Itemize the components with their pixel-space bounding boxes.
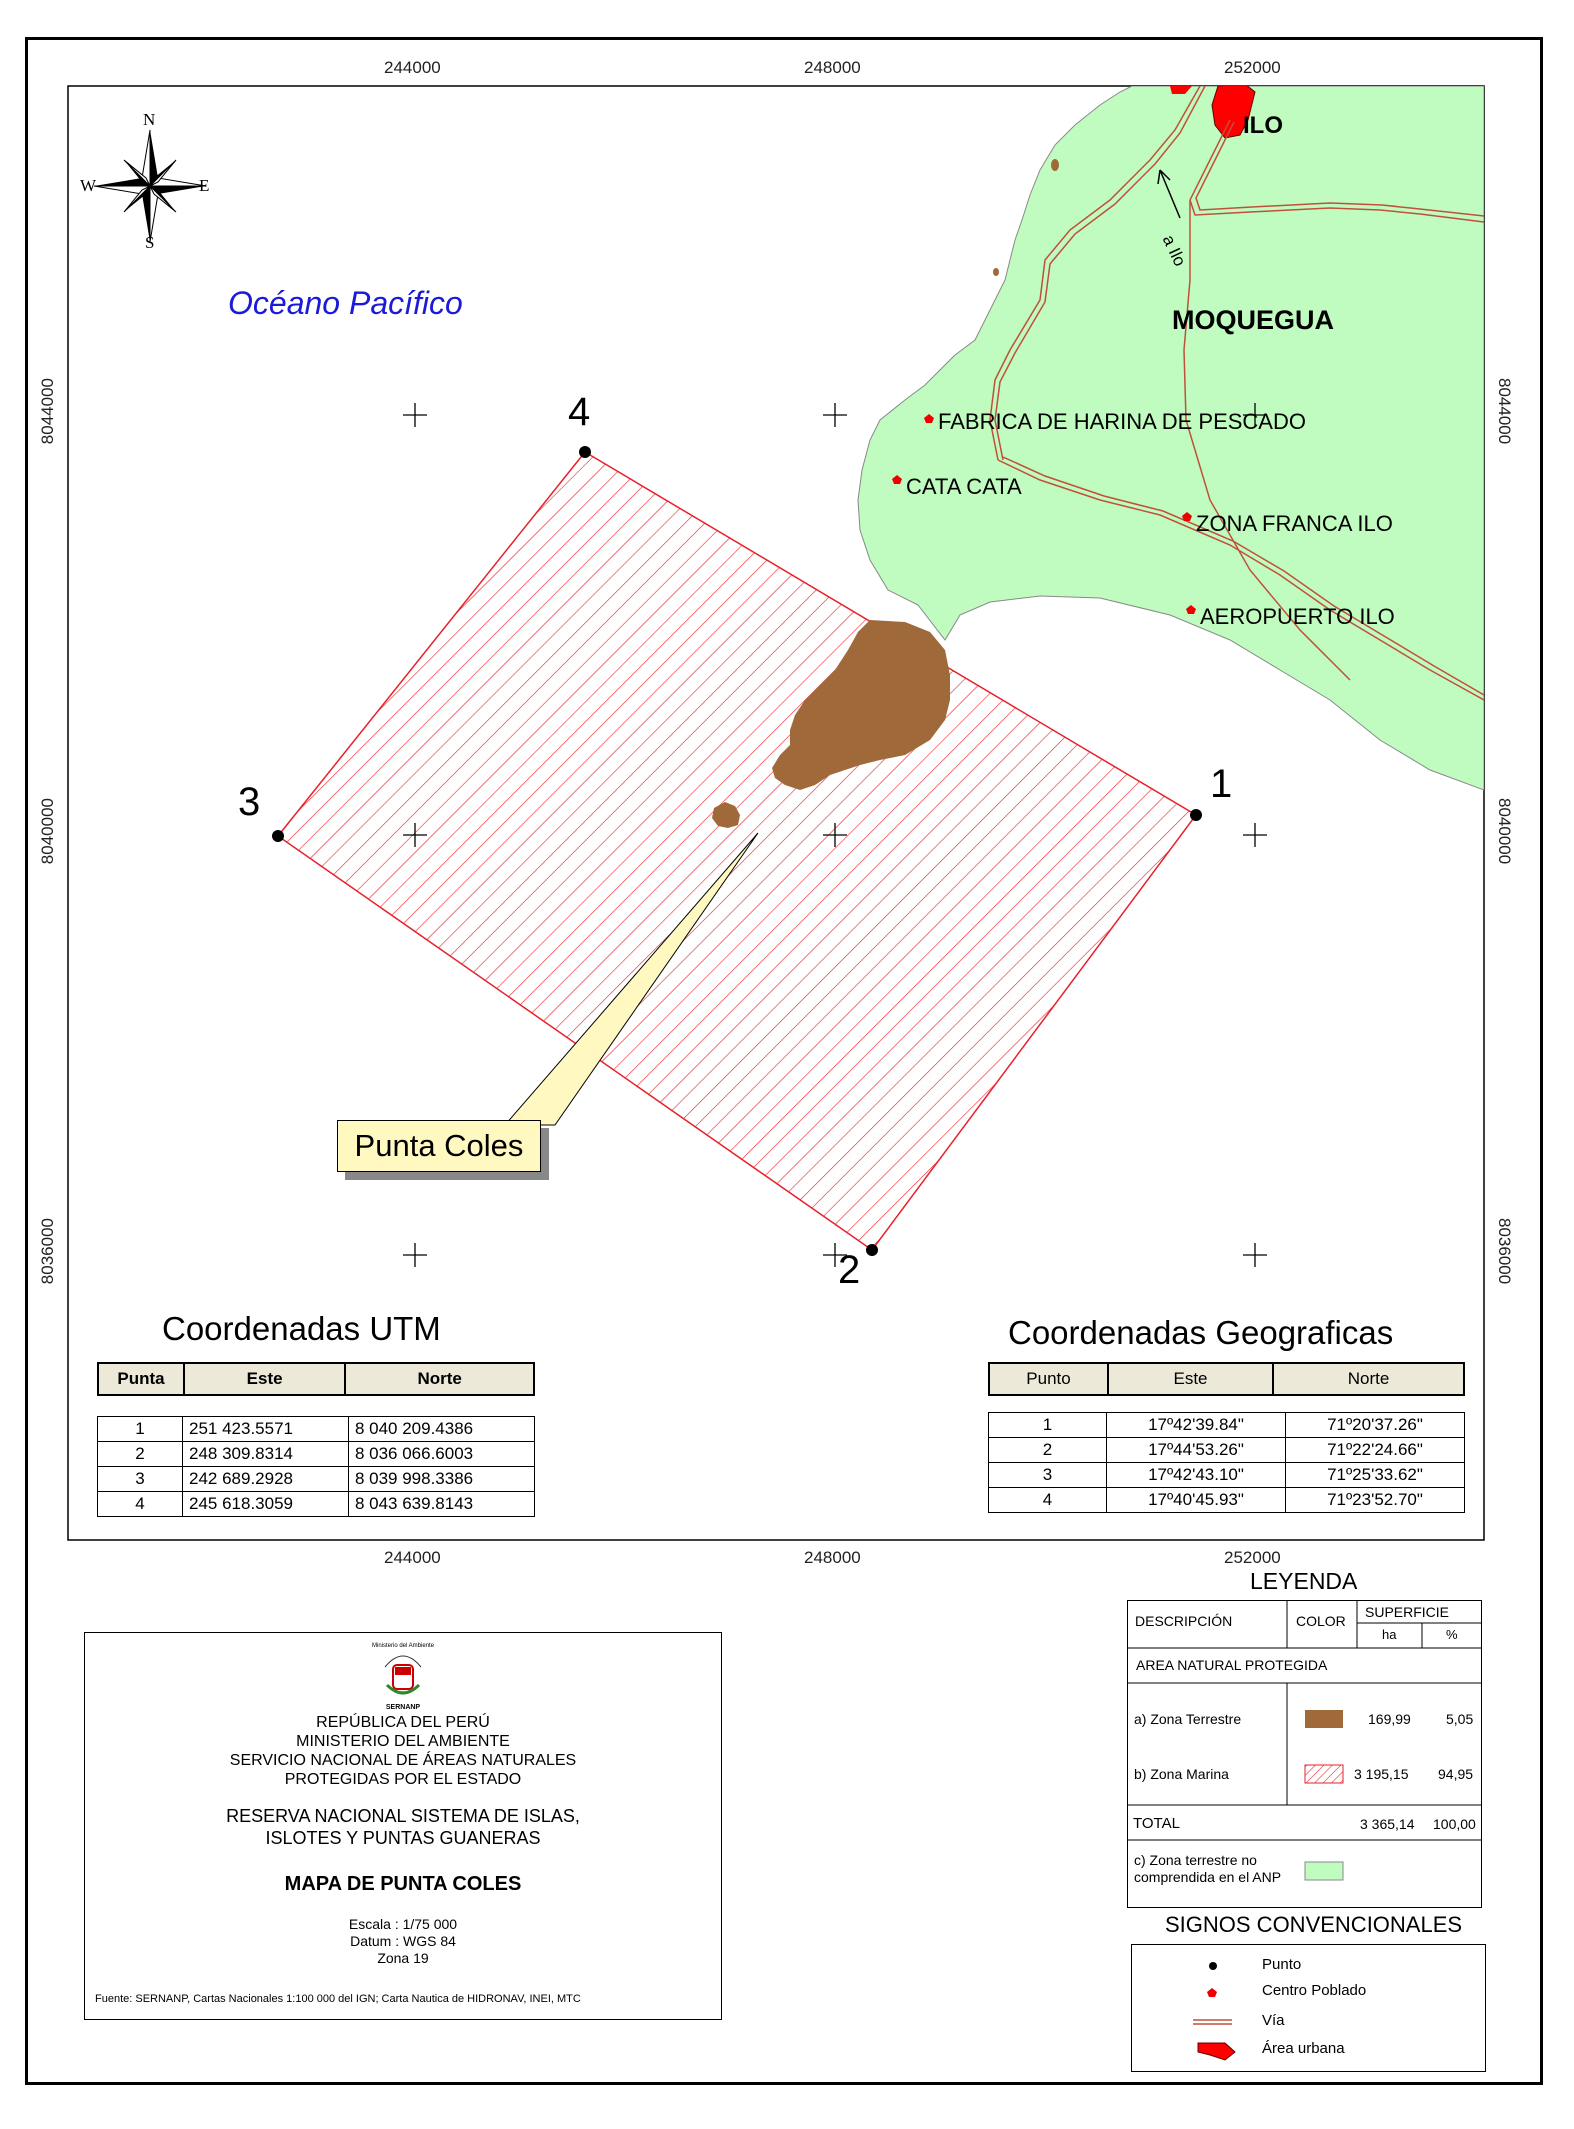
x-tick-bottom-2: 248000 <box>804 1548 861 1567</box>
geo-cell: 71º22'24.66" <box>1286 1438 1465 1463</box>
legend-section: AREA NATURAL PROTEGIDA <box>1136 1657 1328 1673</box>
geo-cell: 17º40'45.93" <box>1107 1488 1286 1513</box>
vertex-2 <box>866 1244 878 1256</box>
map-title: MAPA DE PUNTA COLES <box>284 1873 522 1895</box>
y-tick-right-1: 8044000 <box>1495 378 1514 445</box>
table-row <box>989 1463 1465 1488</box>
utm-cell: 248 309.8314 <box>183 1442 349 1467</box>
geo-cell: 3 <box>989 1463 1107 1488</box>
vertex-label-2: 2 <box>838 1248 861 1292</box>
seal-bottom-text: SERNANP <box>385 1704 421 1711</box>
legend-row-label: a) Zona Terrestre <box>1134 1711 1242 1727</box>
utm-header-norte: Norte <box>345 1363 534 1395</box>
x-tick-top-1: 244000 <box>384 58 441 77</box>
utm-header-table <box>97 1362 535 1396</box>
utm-header-este: Este <box>184 1363 345 1395</box>
x-tick-top-3: 252000 <box>1224 58 1281 77</box>
vertex-3 <box>272 830 284 842</box>
compass-n: N <box>143 110 156 129</box>
y-tick-left-3: 8036000 <box>38 1218 57 1285</box>
road-label: a Ilo <box>1158 232 1190 270</box>
compass-w: W <box>80 176 97 195</box>
legend-total-label: TOTAL <box>1133 1815 1180 1832</box>
geo-cell: 1 <box>989 1413 1107 1438</box>
geo-cell: 2 <box>989 1438 1107 1463</box>
table-row <box>98 1442 535 1467</box>
utm-title: Coordenadas UTM <box>162 1310 441 1347</box>
table-row <box>98 1492 535 1517</box>
agency-line: MINISTERIO DEL AMBIENTE <box>296 1733 510 1750</box>
table-row <box>989 1438 1465 1463</box>
utm-cell: 4 <box>98 1492 183 1517</box>
legend-extra-label: c) Zona terrestre no comprendida en el ANP <box>1134 1852 1282 1885</box>
utm-cell: 8 043 639.8143 <box>348 1492 534 1517</box>
legend-col-sup: SUPERFICIE <box>1365 1604 1450 1620</box>
utm-cell: 8 036 066.6003 <box>348 1442 534 1467</box>
legend-row-ha: 3 195,15 <box>1354 1766 1409 1782</box>
agency-line: SERVICIO NACIONAL DE ÁREAS NATURALES <box>229 1752 577 1769</box>
x-tick-top-2: 248000 <box>804 58 861 77</box>
table-row <box>98 1467 535 1492</box>
geo-cell: 17º44'53.26" <box>1107 1438 1286 1463</box>
vertex-1 <box>1190 809 1202 821</box>
y-tick-right-3: 8036000 <box>1495 1218 1514 1285</box>
table-row <box>989 1488 1465 1513</box>
table-row <box>98 1417 535 1442</box>
utm-cell: 1 <box>98 1417 183 1442</box>
sign-label-urbana: Área urbana <box>1262 2040 1345 2057</box>
compass-e: E <box>199 176 210 195</box>
geo-cell: 17º42'39.84" <box>1107 1413 1286 1438</box>
callout-label: Punta Coles <box>337 1120 541 1172</box>
legend-title: LEYENDA <box>1250 1568 1358 1594</box>
legend-col-color: COLOR <box>1296 1613 1346 1629</box>
legend-row-pct: 5,05 <box>1446 1711 1474 1727</box>
city-label: ILO <box>1243 112 1283 139</box>
legend-row-ha: 169,99 <box>1368 1711 1411 1727</box>
utm-header-punta: Punta <box>98 1363 184 1395</box>
agency-line: REPÚBLICA DEL PERÚ <box>316 1714 490 1731</box>
utm-cell: 2 <box>98 1442 183 1467</box>
geo-header-table <box>988 1362 1465 1396</box>
title-block <box>84 1632 722 2020</box>
legend-row-label: b) Zona Marina <box>1134 1766 1229 1782</box>
place-label-cata-cata: CATA CATA <box>906 474 1022 499</box>
y-tick-left-1: 8044000 <box>38 378 57 445</box>
geo-cell: 4 <box>989 1488 1107 1513</box>
sernanp-seal-icon <box>373 1645 433 1705</box>
legend-col-pct: % <box>1446 1627 1458 1642</box>
vertex-label-3: 3 <box>238 780 261 824</box>
agency-line: PROTEGIDAS POR EL ESTADO <box>284 1771 522 1788</box>
reserve-line: ISLOTES Y PUNTAS GUANERAS <box>265 1828 541 1848</box>
utm-cell: 8 039 998.3386 <box>348 1467 534 1492</box>
legend-row-pct: 94,95 <box>1438 1766 1474 1782</box>
legend-col-ha: ha <box>1382 1627 1397 1642</box>
geo-cell: 17º42'43.10" <box>1107 1463 1286 1488</box>
seal-top-text: Ministerio del Ambiente <box>371 1643 435 1649</box>
compass-s: S <box>145 233 155 252</box>
place-label-fabrica: FABRICA DE HARINA DE PESCADO <box>938 409 1306 434</box>
utm-cell: 245 618.3059 <box>183 1492 349 1517</box>
vertex-label-1: 1 <box>1210 762 1233 806</box>
vertex-label-4: 4 <box>568 390 591 434</box>
geo-table <box>988 1412 1465 1513</box>
geo-header-este: Este <box>1108 1363 1273 1395</box>
legend-col-desc: DESCRIPCIÓN <box>1135 1613 1233 1629</box>
sign-label-centro: Centro Poblado <box>1262 1982 1367 1999</box>
legend-total-pct: 100,00 <box>1433 1816 1476 1832</box>
reserve-line: RESERVA NACIONAL SISTEMA DE ISLAS, <box>226 1806 580 1826</box>
x-tick-bottom-1: 244000 <box>384 1548 441 1567</box>
scale-line: Datum : WGS 84 <box>350 1933 456 1949</box>
sign-label-punto: Punto <box>1262 1956 1302 1973</box>
x-tick-bottom-3: 252000 <box>1224 1548 1281 1567</box>
legend-total-ha: 3 365,14 <box>1360 1816 1415 1832</box>
y-tick-right-2: 8040000 <box>1495 798 1514 865</box>
geo-header-punto: Punto <box>989 1363 1108 1395</box>
utm-cell: 242 689.2928 <box>183 1467 349 1492</box>
place-label-zona-franca: ZONA FRANCA ILO <box>1196 511 1393 536</box>
y-tick-left-2: 8040000 <box>38 798 57 865</box>
table-row <box>989 1413 1465 1438</box>
sign-label-via: Vía <box>1262 2012 1285 2029</box>
region-label: MOQUEGUA <box>1172 305 1334 335</box>
vertex-4 <box>579 446 591 458</box>
geo-cell: 71º23'52.70" <box>1286 1488 1465 1513</box>
scale-line: Zona 19 <box>377 1950 429 1966</box>
utm-cell: 8 040 209.4386 <box>348 1417 534 1442</box>
utm-cell: 251 423.5571 <box>183 1417 349 1442</box>
geo-header-norte: Norte <box>1273 1363 1464 1395</box>
geo-cell: 71º20'37.26" <box>1286 1413 1465 1438</box>
place-label-aeropuerto: AEROPUERTO ILO <box>1200 604 1395 629</box>
utm-table <box>97 1416 535 1517</box>
signs-title: SIGNOS CONVENCIONALES <box>1165 1912 1463 1937</box>
geo-title: Coordenadas Geograficas <box>1008 1314 1394 1351</box>
utm-cell: 3 <box>98 1467 183 1492</box>
ocean-label: Océano Pacífico <box>228 285 463 321</box>
geo-cell: 71º25'33.62" <box>1286 1463 1465 1488</box>
scale-line: Escala : 1/75 000 <box>348 1916 458 1932</box>
source-note: Fuente: SERNANP, Cartas Nacionales 1:100 000 del IGN; Carta Nautica de HIDRONAV, INEI, MTC <box>95 1993 581 2005</box>
